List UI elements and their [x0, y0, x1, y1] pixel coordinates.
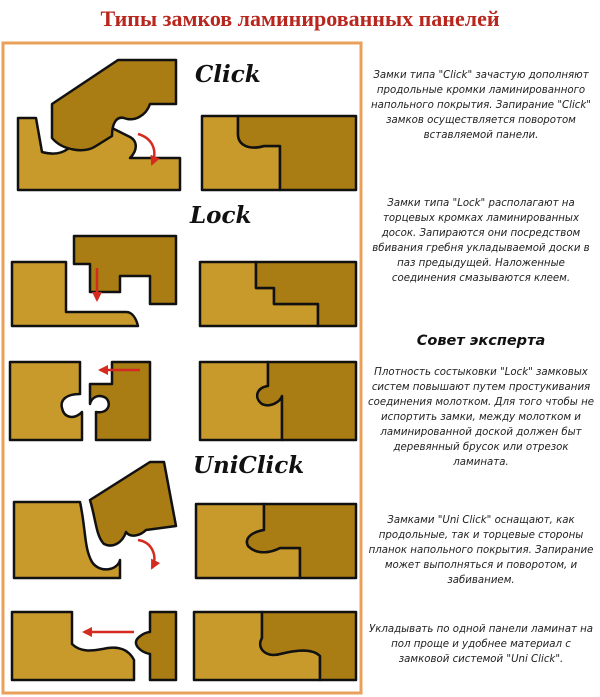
uniclick2-right-board [136, 612, 176, 680]
lock-top-board [74, 236, 176, 304]
description-click: Замки типа "Click" зачастую дополняют продольные кромки ламинированного напольного покрытия. Запирание "Click" замков осуществляется поворотом вставляемой панели. [371, 70, 591, 141]
description-lock: Замки типа "Lock" располагают на торцевых кромках ламинированных досок. Запираются они посредством вбивания гребня укладываемой доски в паз предыдущей. Наложенные соединения смазываются клеем. [372, 198, 590, 284]
page-title: Типы замков ламинированных панелей [100, 6, 500, 31]
description-tip: Укладывать по одной панели ламинат на пол проще и удобнее материал с замковой системой "Uni Click". [368, 624, 594, 665]
expert-heading: Совет эксперта [416, 333, 546, 349]
description-expert: Плотность состыковки "Lock" замковых систем повышают путем простукивания соединения молотком. Для того чтобы не испортить замки, между молотком и ламинированной доской должен быт деревянный брусок или отрезок ламината. [368, 367, 594, 468]
label-uniclick: UniClick [193, 452, 305, 479]
uniclick-top-board [90, 462, 176, 546]
uniclick2-left-board [12, 612, 134, 680]
lock2-left-board [10, 362, 82, 440]
label-lock: Lock [190, 202, 252, 229]
label-click: Click [195, 61, 261, 88]
uniclick-rotate-arrow [138, 540, 154, 568]
lock2-right-board [90, 362, 150, 440]
description-uniclick: Замками "Uni Click" оснащают, как продольные, так и торцевые стороны планок напольного покрытия. Запирание может выполняться и поворотом, и забиванием. [368, 515, 594, 586]
